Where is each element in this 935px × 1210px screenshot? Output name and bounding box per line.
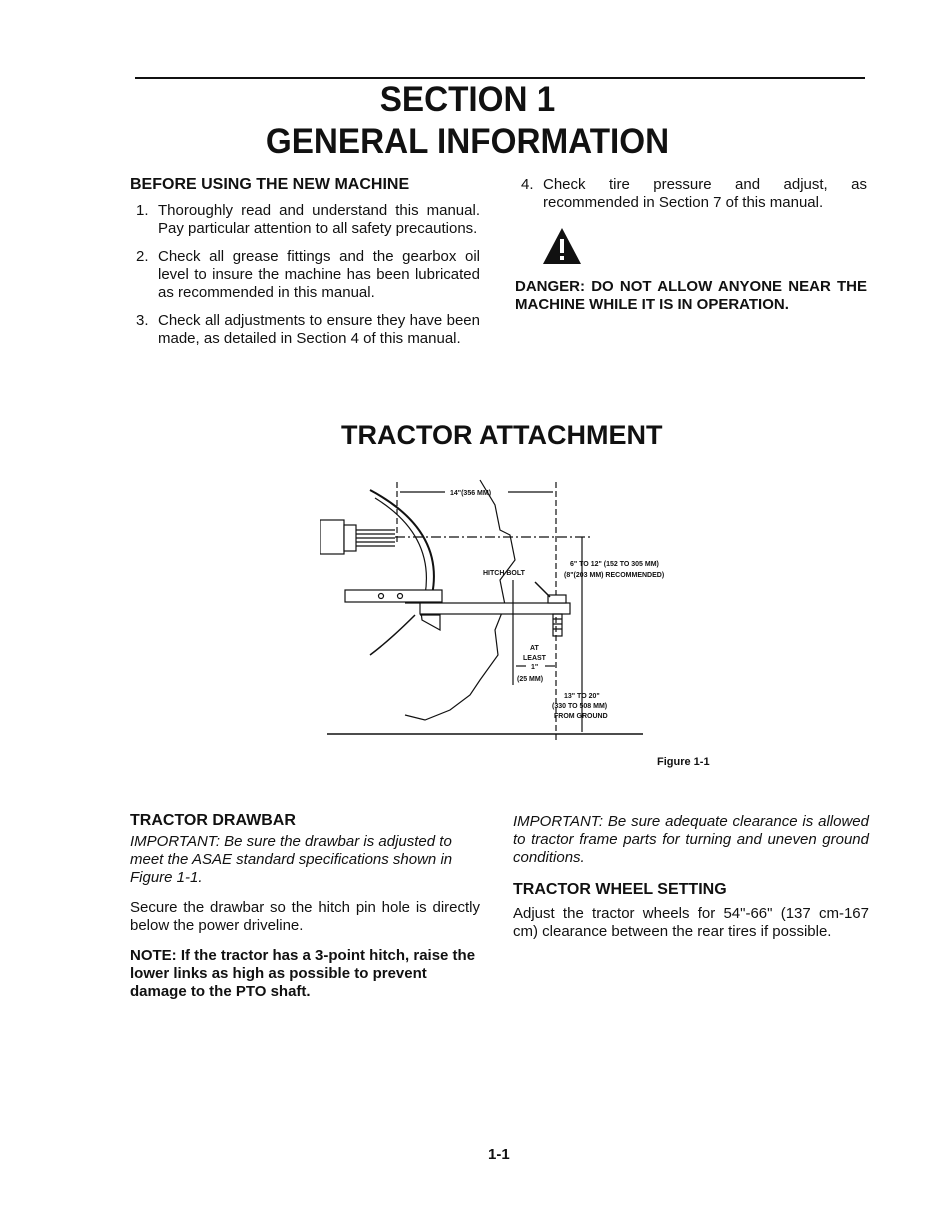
top-rule <box>135 77 865 79</box>
drawbar-column <box>130 812 480 1001</box>
item-text: Thoroughly read and understand this manual. Pay particular attention to all safety precautions. <box>158 202 480 237</box>
list-item <box>130 312 480 348</box>
from-ground-label: FROM GROUND <box>554 713 608 720</box>
dim-top-label: 14"(356 MM) <box>450 490 492 497</box>
drawbar-important: IMPORTANT: Be sure the drawbar is adjusted to meet the ASAE standard specifications shown in Figure 1-1. <box>130 833 453 886</box>
item-text: Check tire pressure and adjust, as recommended in Section 7 of this manual. <box>543 176 867 211</box>
ground-height-label: 13" TO 20" <box>564 693 600 700</box>
tractor-attachment-heading: TRACTOR ATTACHMENT <box>341 420 663 450</box>
dim-height-label: 6" TO 12" (152 TO 305 MM) <box>570 561 659 568</box>
right-column-bottom <box>513 813 869 941</box>
hitch-bolt-label: HITCH BOLT <box>483 570 525 577</box>
item-number: 2. <box>136 248 149 265</box>
least-label: LEAST <box>523 655 546 662</box>
right-column-top <box>515 176 867 313</box>
drawbar-secure-text: Secure the drawbar so the hitch pin hole is directly below the power driveline. <box>130 899 480 934</box>
figure-caption: Figure 1-1 <box>657 756 710 768</box>
wheel-setting-heading: TRACTOR WHEEL SETTING <box>513 881 727 898</box>
warning-triangle-icon <box>542 226 582 266</box>
page-number: 1-1 <box>488 1146 510 1163</box>
clearance-important: IMPORTANT: Be sure adequate clearance is allowed to tractor frame parts for turning and uneven ground conditions. <box>513 813 869 866</box>
item-number: 1. <box>136 202 149 219</box>
drawbar-heading: TRACTOR DRAWBAR <box>130 812 296 829</box>
tractor-attachment-figure <box>320 470 720 770</box>
danger-warning: DANGER: DO NOT ALLOW ANYONE NEAR THE MACHINE WHILE IT IS IN OPERATION. <box>515 278 867 313</box>
ground-height-mm-label: (330 TO 508 MM) <box>552 703 608 710</box>
item-text: Check all grease fittings and the gearbox oil level to insure the machine has been lubricated as recommended in this manual. <box>158 248 480 301</box>
list-item <box>130 248 480 302</box>
item-text: Check all adjustments to ensure they have been made, as detailed in Section 4 of this manual. <box>158 312 480 347</box>
wheel-setting-text: Adjust the tractor wheels for 54"-66" (137 cm-167 cm) clearance between the rear tires if possible. <box>513 905 869 940</box>
list-item <box>130 202 480 238</box>
one-inch-label: 1" <box>531 664 539 671</box>
list-item <box>515 176 867 212</box>
dim-height-recommended-label: (8"(203 MM) RECOMMENDED) <box>564 572 665 579</box>
item-number: 3. <box>136 312 149 329</box>
before-using-column <box>130 176 480 358</box>
page-title: GENERAL INFORMATION <box>265 122 670 161</box>
section-number: SECTION 1 <box>379 80 556 119</box>
drawbar-note: NOTE: If the tractor has a 3-point hitch, raise the lower links as high as possible to prevent damage to the PTO shaft. <box>130 947 476 1000</box>
before-using-heading: BEFORE USING THE NEW MACHINE <box>130 176 410 193</box>
at-label: AT <box>530 645 539 652</box>
mm25-label: (25 MM) <box>517 676 544 683</box>
item-number: 4. <box>521 176 534 193</box>
